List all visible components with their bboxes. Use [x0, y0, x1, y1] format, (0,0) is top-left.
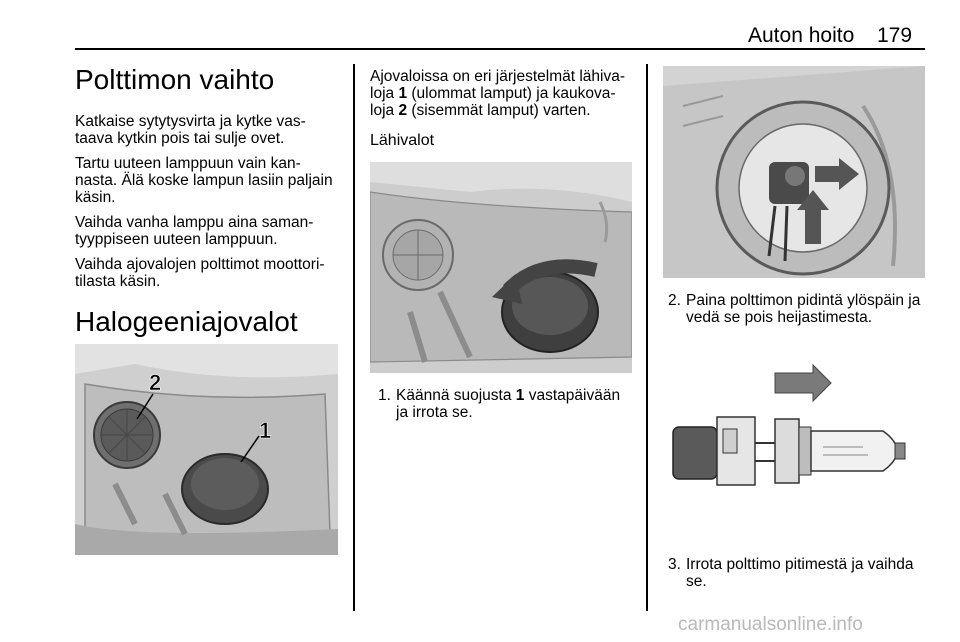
- step-3: 3. Irrota polttimo pitimestä ja vaihda se.: [668, 556, 914, 590]
- headlamp-illustration: [75, 344, 338, 555]
- column-divider-2: [646, 64, 648, 611]
- page-number: 179: [877, 24, 913, 47]
- watermark: carmanualsonline.info: [678, 614, 863, 635]
- paragraph-engine-bay: Vaihda ajovalojen polttimot moottori- tilasta käsin.: [75, 256, 325, 290]
- press-holder-illustration: [663, 66, 925, 278]
- paragraph-handle-bulb: Tartu uuteen lamppuun vain kan- nasta. Älä koske lampun lasiin paljain käsin.: [75, 155, 333, 206]
- callout-1: 1: [259, 418, 272, 443]
- section-heading-halogen: Halogeeniajovalot: [75, 306, 298, 337]
- page-title: Polttimon vaihto: [75, 64, 275, 95]
- rotate-cap-illustration: [370, 162, 632, 373]
- step-1: 1. Käännä suojusta 1 vastapäivään ja irrota se.: [378, 387, 621, 421]
- column-divider-1: [353, 64, 355, 611]
- section-heading-low-beam: Lähivalot: [370, 132, 435, 149]
- figure-rotate-cap: [370, 162, 632, 373]
- intro-paragraph: Ajovaloissa on eri järjestelmät lähiva- loja 1 (ulommat lamput) ja kaukova- loja 2 (sisemmät lamput) varten.: [370, 68, 626, 119]
- step-2: 2. Paina polttimon pidintä ylöspäin ja vedä se pois heijastimesta.: [668, 292, 921, 326]
- paragraph-ignition: Katkaise sytytysvirta ja kytke vas- taava kytkin pois tai sulje ovet.: [75, 113, 306, 147]
- figure-halogen-headlamp: [75, 344, 338, 555]
- bulb-holder-illustration: [663, 335, 925, 545]
- header-section-title: Auton hoito: [748, 24, 855, 47]
- header-rule: [75, 48, 925, 50]
- figure-bulb-holder: [663, 335, 925, 545]
- figure-press-holder: [663, 66, 925, 278]
- paragraph-same-type: Vaihda vanha lamppu aina saman- tyyppiseen uuteen lamppuun.: [75, 214, 314, 248]
- callout-2: 2: [149, 370, 162, 395]
